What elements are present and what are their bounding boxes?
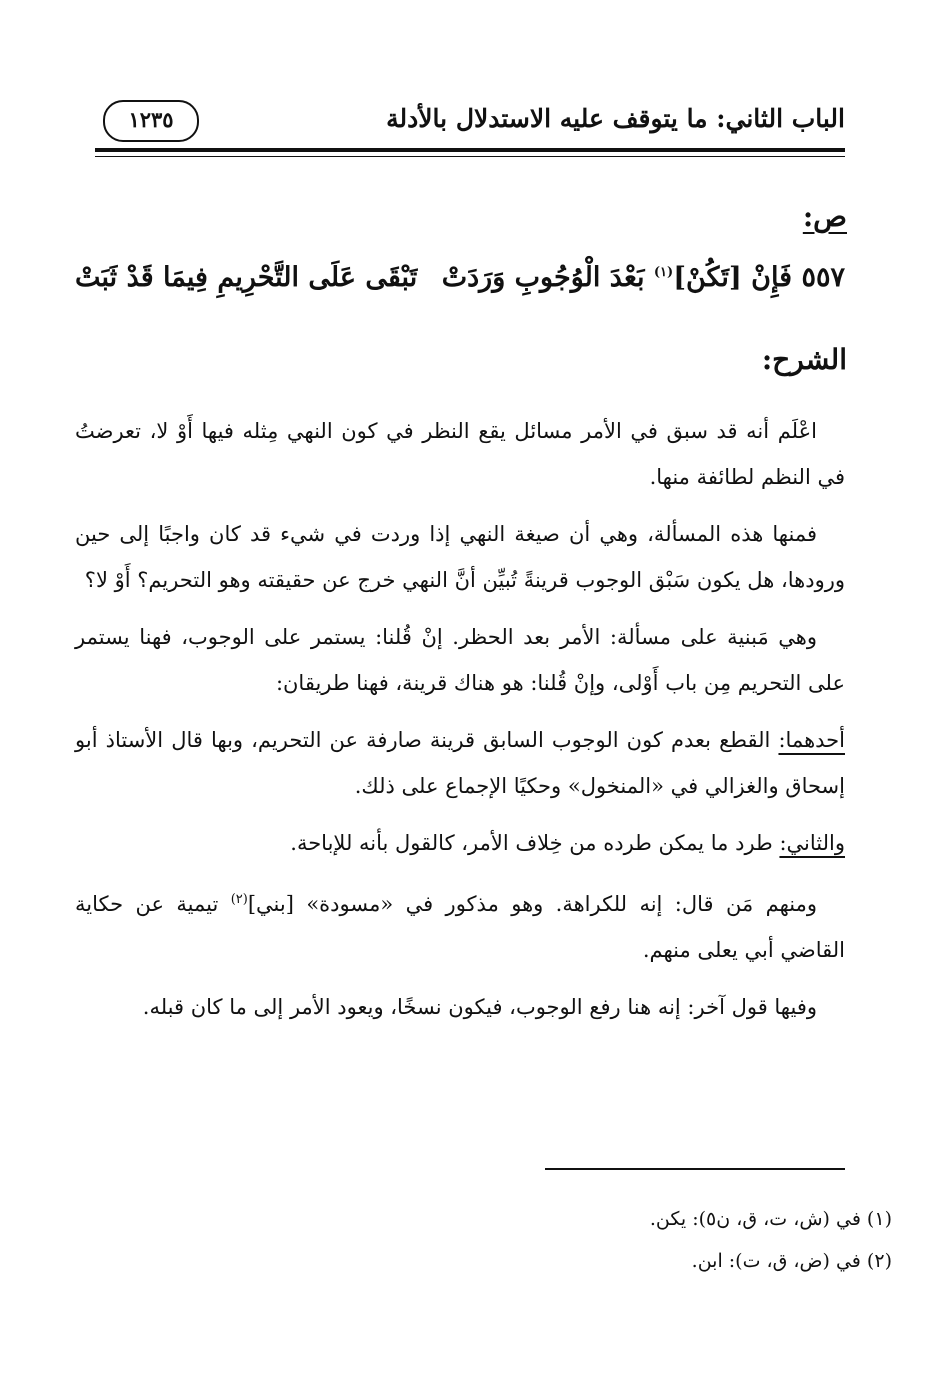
verse-first-part-a: ٥٥٧ فَإِنْ [تَكُنْ] — [673, 262, 845, 293]
verse-first-hemistich — [442, 262, 845, 293]
paragraph-5-text: طرد ما يمكن طرده من خِلاف الأمر، كالقول بأنه للإباحة. — [290, 831, 780, 855]
footnote-2: (٢) في (ض، ق، ت): ابن. — [691, 1250, 892, 1272]
verse-first-part-b: بَعْدَ الْوُجُوبِ وَرَدَتْ — [441, 262, 654, 293]
paragraph-5-label: والثاني: — [779, 831, 845, 855]
paragraph-6 — [75, 877, 845, 973]
footnote-ref-2: (٢) — [230, 892, 248, 907]
running-title: الباب الثاني: ما يتوقف عليه الاستدلال بالأدلة — [386, 104, 845, 133]
paragraph-6-part-a: ومنهم مَن قال: إنه للكراهة. وهو مذكور في «مسودة» [بني] — [247, 892, 817, 916]
verse-second-hemistich: تَبْقَى عَلَى التَّحْرِيمِ فِيمَا قَدْ ثَبَتْ — [75, 262, 418, 293]
verse-line — [75, 262, 845, 312]
paragraph-5 — [75, 820, 845, 866]
footnote-ref-1: (١) — [653, 265, 674, 280]
paragraph-6-part-b: تيمية عن حكاية القاضي أبي يعلى منهم. — [75, 892, 845, 962]
paragraph-4-text: القطع بعدم كون الوجوب السابق قرينة صارفة عن التحريم، وبها قال الأستاذ أبو إسحاق والغزالي في «المنخول» وحكيًا الإجماع على ذلك. — [75, 728, 845, 798]
section-sad-heading: ص: — [802, 200, 847, 233]
paragraph-3: وهي مَبنية على مسألة: الأمر بعد الحظر. إنْ قُلنا: يستمر على الوجوب، فهنا يستمر على التحريم مِن باب أَوْلى، وإنْ قُلنا: هو هناك قرينة، فهنا طريقان: — [75, 625, 845, 695]
commentary-body — [75, 408, 845, 1041]
header-rule-thick — [95, 148, 845, 152]
footnote-separator — [545, 1168, 845, 1170]
paragraph-7: وفيها قول آخر: إنه هنا رفع الوجوب، فيكون نسخًا، ويعود الأمر إلى ما كان قبله. — [142, 995, 817, 1019]
page-header — [95, 100, 845, 140]
paragraph-1: اعْلَم أنه قد سبق في الأمر مسائل يقع النظر في كون النهي مِثله فيها أَوْ لا، تعرضتُ في النظم لطائفة منها. — [75, 419, 845, 489]
page-number-badge: ١٢٣٥ — [103, 100, 199, 142]
footnote-1: (١) في (ش، ت، ق، ن٥): يكن. — [649, 1208, 892, 1230]
header-rule-thin — [95, 156, 845, 157]
paragraph-4-label: أحدهما: — [778, 728, 845, 752]
paragraph-2: فمنها هذه المسألة، وهي أن صيغة النهي إذا وردت في شيء قد كان واجبًا إلى حين ورودها، هل يكون سَبْق الوجوب قرينةً تُبيِّن أنَّ النهي خرج عن حقيقته وهو التحريم؟ أَوْ لا؟ — [75, 522, 845, 592]
footnotes — [112, 1198, 892, 1282]
section-sharh-heading: الشرح: — [761, 343, 847, 376]
paragraph-4 — [75, 717, 845, 809]
